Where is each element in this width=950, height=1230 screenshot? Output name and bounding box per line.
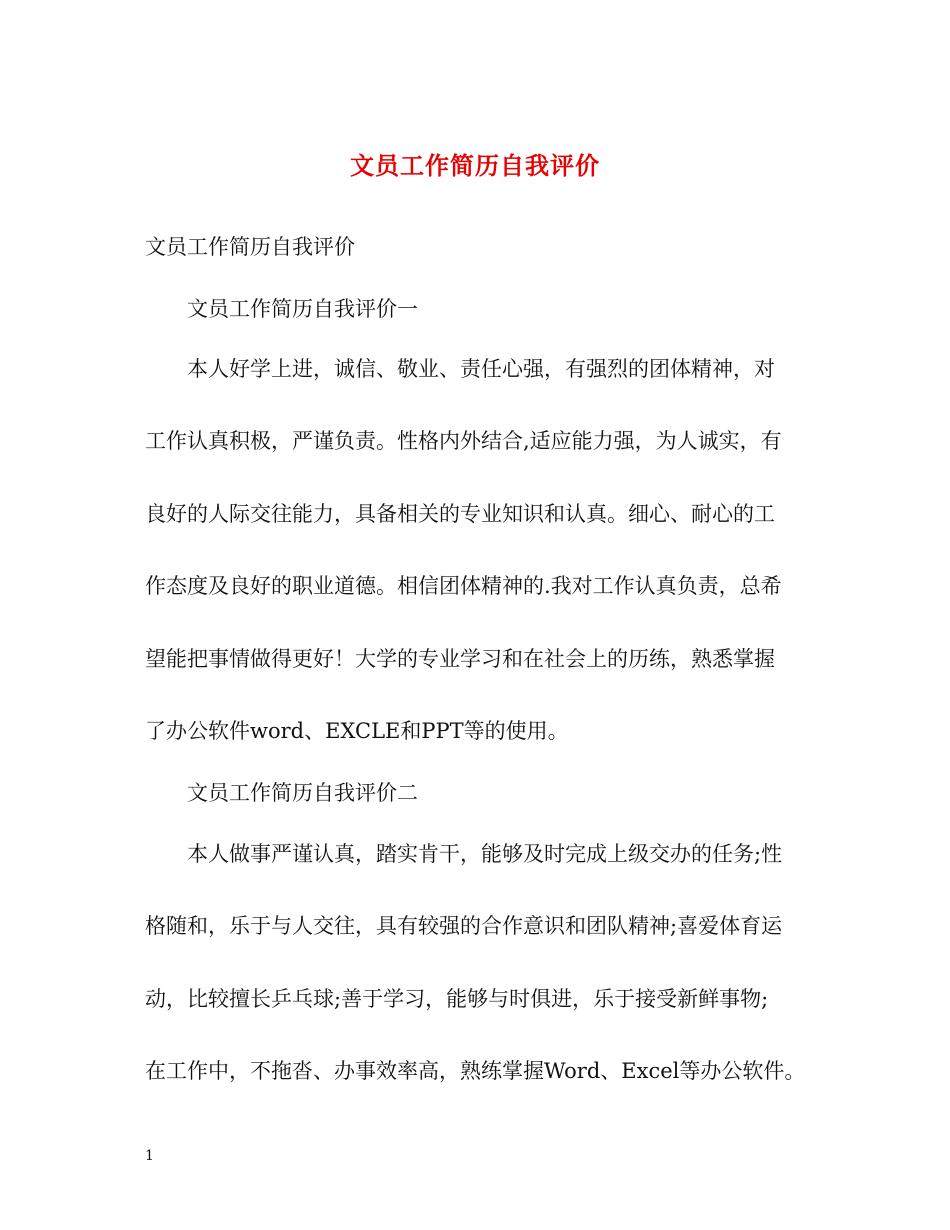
page-number: 1 (145, 1148, 154, 1164)
section1-line: 望能把事情做得更好！大学的专业学习和在社会上的历练，熟悉掌握 (145, 647, 775, 671)
section1-line: 本人好学上进，诚信、敬业、责任心强，有强烈的团体精神，对 (187, 357, 775, 381)
section2-line: 格随和，乐于与人交往，具有较强的合作意识和团队精神;喜爱体育运 (145, 914, 783, 938)
section2-line: 动，比较擅长乒乓球;善于学习，能够与时俱进，乐于接受新鲜事物; (145, 987, 769, 1011)
section1-heading: 文员工作简历自我评价一 (187, 297, 418, 321)
document-title: 文员工作简历自我评价 (350, 151, 600, 180)
section2-line: 在工作中，不拖沓、办事效率高，熟练掌握Word、Excel等办公软件。 (145, 1059, 806, 1083)
section1-line: 工作认真积极，严谨负责。性格内外结合,适应能力强，为人诚实，有 (145, 429, 782, 453)
document-heading: 文员工作简历自我评价 (145, 235, 355, 259)
section1-line: 了办公软件word、EXCLE和PPT等的使用。 (145, 719, 569, 743)
section2-line: 本人做事严谨认真，踏实肯干，能够及时完成上级交办的任务;性 (187, 842, 783, 866)
section1-line: 良好的人际交往能力，具备相关的专业知识和认真。细心、耐心的工 (145, 502, 775, 526)
section2-heading: 文员工作简历自我评价二 (187, 781, 418, 805)
section1-line: 作态度及良好的职业道德。相信团体精神的.我对工作认真负责，总希 (145, 574, 782, 598)
